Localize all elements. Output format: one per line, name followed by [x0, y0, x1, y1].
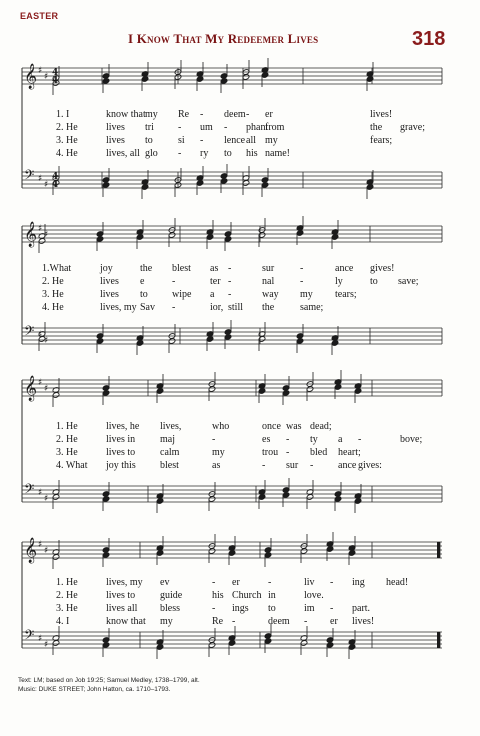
lyric-syllable: bled [310, 447, 328, 458]
sharp-icon: ♯ [44, 180, 49, 190]
hymn-number: 318 [412, 28, 446, 50]
lyric-syllable: glo [145, 148, 158, 159]
hymn-title: I Know That My Redeemer Lives [128, 31, 319, 46]
lyric-line-verse-4 [0, 301, 480, 314]
lyric-syllable: lives to [106, 447, 136, 458]
hyphen: - [228, 276, 232, 287]
lyric-syllable: 1. He [56, 577, 78, 588]
text-credit: Text: LM; based on Job 19:25; Samuel Medley, 1738–1799, alt. [18, 677, 200, 684]
treble-clef-icon: 𝄞 [24, 64, 38, 89]
lyric-syllable: a [338, 434, 343, 445]
lyric-syllable: er [232, 577, 240, 588]
lyric-syllable: 4. He [42, 302, 64, 313]
lyric-syllable: es [262, 434, 271, 445]
final-barline [437, 632, 440, 648]
lyric-syllable: same; [300, 302, 324, 313]
lyric-syllable: lives all [106, 603, 138, 614]
lyric-syllable: 1.What [42, 263, 72, 274]
lyric-syllable: liv [304, 577, 315, 588]
lyric-line-verse-1 [0, 576, 480, 589]
lyric-syllable: 2. He [56, 434, 78, 445]
lyric-syllable: as [212, 460, 221, 471]
lyric-syllable: still [228, 302, 244, 313]
lyric-syllable: 2. He [42, 276, 64, 287]
lyric-syllable: sur [286, 460, 299, 471]
lyric-line-verse-2 [0, 121, 480, 134]
lyric-syllable: tears; [335, 289, 357, 300]
sharp-icon: ♯ [44, 230, 49, 240]
lyric-syllable: ry [200, 148, 209, 159]
sharp-icon: ♯ [38, 330, 43, 340]
time-signature-icon: 4 [52, 180, 59, 190]
lyric-syllable: phant [246, 122, 269, 133]
lyric-syllable: calm [160, 447, 180, 458]
hyphen: - [300, 263, 304, 274]
hyphen: - [212, 577, 216, 588]
lyric-syllable: lives, all [106, 148, 140, 159]
bass-clef-icon: 𝄢 [24, 627, 35, 646]
hyphen: - [228, 263, 232, 274]
sharp-icon: ♯ [38, 540, 43, 550]
lyric-syllable: ance [335, 263, 354, 274]
lyric-syllable: blest [160, 460, 179, 471]
lyric-syllable: lence [224, 135, 246, 146]
lyric-syllable: all [246, 135, 256, 146]
lyric-syllable: joy [100, 263, 113, 274]
lyric-syllable: blest [172, 263, 191, 274]
lyric-syllable: Re [212, 616, 224, 627]
lyric-syllable: lives! [352, 616, 375, 627]
lyric-syllable: 1. He [56, 421, 78, 432]
hyphen: - [178, 148, 182, 159]
hyphen: - [300, 276, 304, 287]
lyric-syllable: to [370, 276, 378, 287]
lyric-syllable: my [212, 447, 225, 458]
lyric-syllable: 3. He [42, 289, 64, 300]
lyric-syllable: e [140, 276, 145, 287]
lyric-line-verse-3 [0, 446, 480, 459]
lyric-line-verse-4 [0, 459, 480, 472]
lyric-syllable: ings [232, 603, 249, 614]
lyric-syllable: love. [304, 590, 324, 601]
lyric-syllable: was [286, 421, 302, 432]
lyric-syllable: lives [106, 122, 125, 133]
lyric-syllable: lives, my [100, 302, 137, 313]
lyric-syllable: know that [106, 109, 146, 120]
sharp-icon: ♯ [38, 66, 43, 76]
lyric-syllable: 3. He [56, 135, 78, 146]
lyric-syllable: deem [224, 109, 246, 120]
hyphen: - [200, 135, 204, 146]
lyric-syllable: as [210, 263, 219, 274]
hyphen: - [310, 460, 314, 471]
sharp-icon: ♯ [38, 488, 43, 498]
hyphen: - [262, 460, 266, 471]
sharp-icon: ♯ [38, 634, 43, 644]
lyric-syllable: lives, he [106, 421, 140, 432]
lyric-line-verse-2 [0, 589, 480, 602]
lyric-syllable: head! [386, 577, 409, 588]
lyric-syllable: Re [178, 109, 190, 120]
lyric-syllable: guide [160, 590, 183, 601]
time-signature-icon: 4 [52, 172, 59, 182]
time-signature-icon: 4 [52, 76, 59, 86]
lyric-syllable: lives [100, 276, 119, 287]
lyric-syllable: 4. He [56, 148, 78, 159]
lyric-syllable: ance [338, 460, 357, 471]
lyric-syllable: know that [106, 616, 146, 627]
lyric-syllable: to [140, 289, 148, 300]
hyphen: - [286, 447, 290, 458]
hyphen: - [178, 122, 182, 133]
lyric-syllable: ly [335, 276, 343, 287]
bass-clef-icon: 𝄢 [24, 167, 35, 186]
lyric-syllable: er [265, 109, 273, 120]
lyric-syllable: 4. What [56, 460, 88, 471]
sharp-icon: ♯ [44, 494, 49, 504]
lyric-syllable: a [210, 289, 215, 300]
lyric-syllable: ev [160, 577, 170, 588]
lyric-syllable: Church [232, 590, 262, 601]
lyric-syllable: who [212, 421, 230, 432]
sharp-icon: ♯ [44, 640, 49, 650]
final-barline [437, 542, 440, 558]
hyphen: - [224, 122, 228, 133]
lyric-syllable: part. [352, 603, 371, 614]
lyric-syllable: 3. He [56, 447, 78, 458]
lyric-syllable: to [145, 135, 153, 146]
treble-clef-icon: 𝄞 [24, 222, 38, 247]
lyric-syllable: 3. He [56, 603, 78, 614]
hyphen: - [330, 577, 334, 588]
lyric-syllable: my [160, 616, 173, 627]
lyric-syllable: dead; [310, 421, 332, 432]
lyric-syllable: lives in [106, 434, 136, 445]
lyric-syllable: tri [145, 122, 154, 133]
lyric-syllable: 1. I [56, 109, 70, 120]
section-label: EASTER [20, 11, 59, 21]
lyric-syllable: lives [100, 289, 119, 300]
lyric-syllable: to [224, 148, 232, 159]
lyric-syllable: joy this [106, 460, 136, 471]
lyric-syllable: in [268, 590, 276, 601]
hyphen: - [172, 276, 176, 287]
treble-clef-icon: 𝄞 [24, 376, 38, 401]
treble-clef-icon: 𝄞 [24, 538, 38, 563]
hyphen: - [330, 603, 334, 614]
hyphen: - [286, 434, 290, 445]
lyric-line-verse-3 [0, 602, 480, 615]
lyric-line-verse-3 [0, 134, 480, 147]
lyric-syllable: lives, my [106, 577, 143, 588]
lyric-syllable: 2. He [56, 122, 78, 133]
lyric-syllable: my [300, 289, 313, 300]
lyric-syllable: 2. He [56, 590, 78, 601]
lyric-syllable: gives! [370, 263, 395, 274]
lyric-syllable: trou [262, 447, 279, 458]
lyric-syllable: im [304, 603, 315, 614]
lyric-syllable: nal [262, 276, 275, 287]
lyric-syllable: sur [262, 263, 275, 274]
lyric-syllable: maj [160, 434, 175, 445]
lyric-line-verse-1 [0, 262, 480, 275]
lyric-syllable: heart; [338, 447, 361, 458]
sharp-icon: ♯ [44, 384, 49, 394]
lyric-syllable: his [212, 590, 224, 601]
sharp-icon: ♯ [44, 546, 49, 556]
lyric-syllable: lives to [106, 590, 136, 601]
hyphen: - [212, 434, 216, 445]
time-signature-icon: 4 [52, 68, 59, 78]
hyphen: - [358, 434, 362, 445]
lyric-syllable: lives! [370, 109, 393, 120]
lyric-line-verse-3 [0, 288, 480, 301]
sharp-icon: ♯ [44, 336, 49, 346]
sharp-icon: ♯ [44, 72, 49, 82]
lyric-syllable: once [262, 421, 281, 432]
lyric-syllable: way [262, 289, 279, 300]
lyric-syllable: grave; [400, 122, 425, 133]
lyric-syllable: fears; [370, 135, 393, 146]
lyric-syllable: the [370, 122, 383, 133]
hyphen: - [228, 289, 232, 300]
lyric-syllable: er [330, 616, 338, 627]
lyric-syllable: to [268, 603, 276, 614]
lyric-syllable: deem [268, 616, 290, 627]
lyric-syllable: Sav [140, 302, 155, 313]
lyric-syllable: bless [160, 603, 180, 614]
hyphen: - [268, 577, 272, 588]
lyric-line-verse-2 [0, 275, 480, 288]
hyphen: - [246, 109, 250, 120]
sharp-icon: ♯ [38, 224, 43, 234]
lyric-syllable: wipe [172, 289, 192, 300]
lyric-syllable: his [246, 148, 258, 159]
hyphen: - [232, 616, 236, 627]
lyric-syllable: my [145, 109, 158, 120]
sharp-icon: ♯ [38, 378, 43, 388]
lyric-syllable: the [262, 302, 275, 313]
credits [18, 676, 200, 694]
lyric-syllable: ior, [210, 302, 224, 313]
bass-clef-icon: 𝄢 [24, 323, 35, 342]
lyric-line-verse-4 [0, 615, 480, 628]
lyric-syllable: bove; [400, 434, 423, 445]
music-credit: Music: DUKE STREET; John Hatton, ca. 1710–1793. [18, 686, 171, 693]
lyric-syllable: name! [265, 148, 290, 159]
lyric-line-verse-1 [0, 108, 480, 121]
bass-clef-icon: 𝄢 [24, 481, 35, 500]
lyric-syllable: ing [352, 577, 365, 588]
sharp-icon: ♯ [38, 174, 43, 184]
lyric-syllable: 4. I [56, 616, 70, 627]
lyric-syllable: um [200, 122, 213, 133]
lyric-line-verse-1 [0, 420, 480, 433]
lyric-syllable: save; [398, 276, 419, 287]
lyric-syllable: gives: [358, 460, 382, 471]
hyphen: - [304, 616, 308, 627]
lyric-syllable: si [178, 135, 185, 146]
lyric-syllable: the [140, 263, 153, 274]
lyric-line-verse-4 [0, 147, 480, 160]
lyric-syllable: my [265, 135, 278, 146]
lyric-syllable: ter [210, 276, 221, 287]
lyric-syllable: lives, [160, 421, 182, 432]
hyphen: - [172, 302, 176, 313]
lyric-line-verse-2 [0, 433, 480, 446]
lyric-syllable: from [265, 122, 285, 133]
hyphen: - [200, 109, 204, 120]
lyric-syllable: ty [310, 434, 318, 445]
hyphen: - [212, 603, 216, 614]
lyric-syllable: lives [106, 135, 125, 146]
